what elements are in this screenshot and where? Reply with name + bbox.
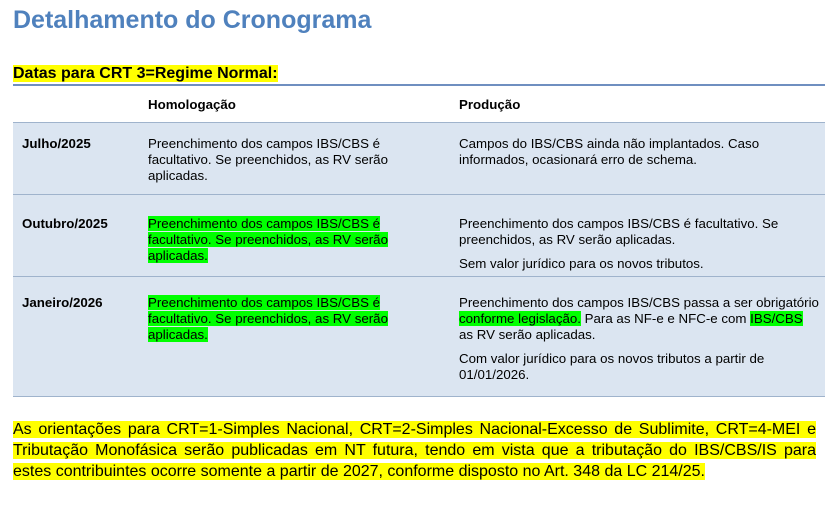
header-homologacao: Homologação [148, 97, 236, 112]
homologacao-text [148, 295, 438, 343]
page-title: Detalhamento do Cronograma [13, 6, 372, 34]
producao-cell [459, 136, 819, 168]
homologacao-cell [148, 295, 438, 343]
producao-cell [459, 216, 819, 272]
producao-text: Preenchimento dos campos IBS/CBS é facultativo. Se preenchidos, as RV serão aplicadas. [459, 216, 779, 247]
footnote-text: As orientações para CRT=1-Simples Nacional, CRT=2-Simples Nacional-Excesso de Sublimite, CRT=4-MEI e Tributação Monofásica serão publicadas em NT futura, tendo em vista que a tributação do IBS/CBS/IS para estes contribuintes ocorre somente a partir de 2027, conforme disposto no Art. 348 da LC 214/25. [13, 421, 816, 480]
table-header-row [13, 86, 825, 122]
homologacao-cell [148, 216, 438, 264]
producao-note: Com valor jurídico para os novos tributos a partir de 01/01/2026. [459, 351, 765, 382]
highlighted-text: Preenchimento dos campos IBS/CBS é facultativo. Se preenchidos, as RV serão aplicadas. [148, 295, 388, 342]
table-row [13, 122, 825, 194]
period-cell: Janeiro/2026 [22, 295, 103, 310]
producao-text [459, 295, 819, 343]
producao-text-part: Preenchimento dos campos IBS/CBS passa a ser obrigatório [459, 295, 819, 310]
highlighted-text: conforme legislação. [459, 311, 581, 326]
period-cell: Julho/2025 [22, 136, 91, 151]
footnote-paragraph [13, 419, 816, 482]
homologacao-text [148, 216, 438, 264]
period-cell: Outubro/2025 [22, 216, 108, 231]
table-row [13, 194, 825, 276]
homologacao-cell [148, 136, 438, 184]
subheading-text: Datas para CRT 3=Regime Normal: [13, 65, 278, 82]
section-subheading [13, 65, 278, 83]
producao-text: Campos do IBS/CBS ainda não implantados. Caso informados, ocasionará erro de schema. [459, 136, 760, 167]
schedule-table [13, 86, 825, 396]
highlighted-text: IBS/CBS [750, 311, 803, 326]
producao-text-part: Para as NF-e e NFC-e com [580, 311, 751, 326]
producao-note: Sem valor jurídico para os novos tributos. [459, 256, 704, 271]
table-bottom-rule [13, 396, 825, 397]
producao-cell [459, 295, 819, 383]
homologacao-text: Preenchimento dos campos IBS/CBS é facultativo. Se preenchidos, as RV serão aplicadas. [148, 136, 388, 183]
producao-text-part: as RV serão aplicadas. [459, 327, 596, 342]
highlighted-text: Preenchimento dos campos IBS/CBS é facultativo. Se preenchidos, as RV serão aplicadas. [148, 216, 388, 263]
table-row [13, 276, 825, 396]
header-producao: Produção [459, 97, 521, 112]
